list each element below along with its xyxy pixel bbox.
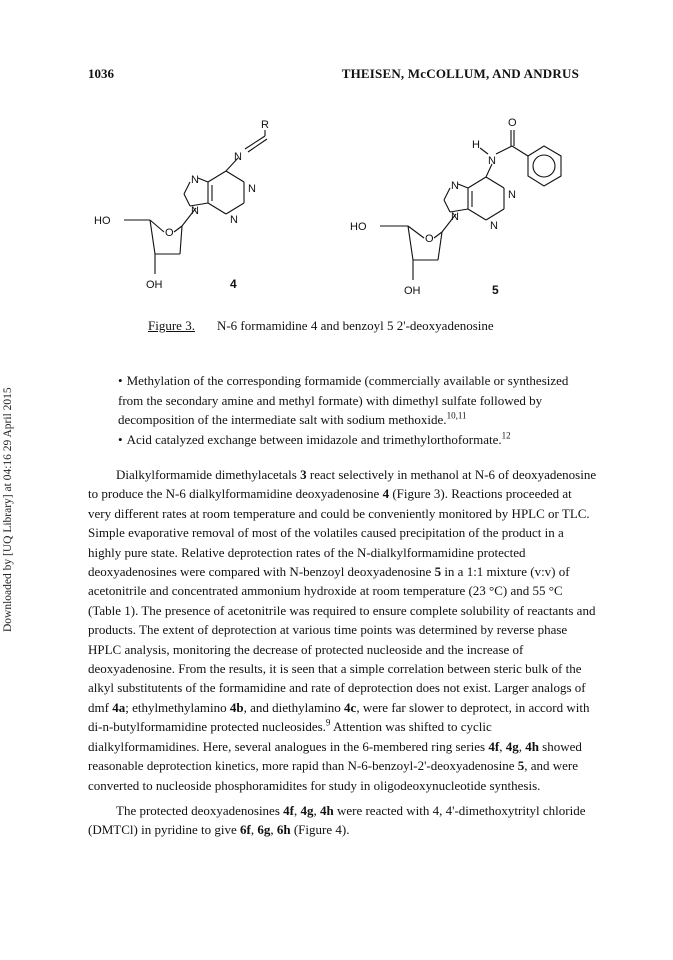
atom-o-carbonyl: O [508,117,517,129]
atom-n6: N [488,155,496,167]
compound-ref: 4h [319,802,334,818]
figure-3-structures [80,108,590,308]
compound-ref: 4a [112,699,126,715]
paragraph-2 [88,801,598,840]
bullet-symbol: • [118,431,123,447]
text-run: Dialkylformamide dimethylacetals [116,467,301,482]
compound-ref: 4h [525,738,539,754]
bullet-item [118,430,596,450]
bullet-item [118,371,596,430]
bullet-text: Methylation of the corresponding formamide (commercially available or synthesized from the secondary amine and methyl formate) with dimethyl sulfate followed by decomposition of the intermediate salt with sodium methoxide. [118,373,569,428]
atom-n1: N [248,183,256,195]
atom-n9: N [451,211,459,223]
atom-n7: N [451,180,459,192]
text-run: , [270,822,277,838]
compound-ref: 4f [283,802,294,818]
atom-n1: N [508,189,516,201]
compound-ref: 5 [434,564,442,580]
compound-ref: 4c [344,699,357,715]
text-run: , [250,822,258,838]
atom-n6: N [234,151,242,163]
text-run: , were far slower to deprotect, in accord with di-n-butylformamidine protected nucleosides. [88,699,590,735]
atom-oh: OH [404,285,421,297]
reference-superscript: 12 [501,430,511,441]
atom-r: R [261,119,269,131]
bullet-text: Acid catalyzed exchange between imidazole and trimethylorthoformate. [126,431,502,447]
text-run: (Figure 4). [290,822,350,838]
bullet-list [118,371,596,449]
compound-number-4: 4 [230,277,237,291]
text-run: , [518,738,526,754]
text-run: Attention was shifted to cyclic dialkylformamidines. Here, several analogues in the 6-membered ring series [88,719,492,754]
compound-ref: 4 [382,486,390,502]
atom-n7: N [191,174,199,186]
running-head: THEISEN, McCOLLUM, AND ANDRUS [341,66,579,81]
compound-ref: 4g [505,738,519,754]
figure-caption-label: Figure 3. [148,318,195,333]
text-run: , and were converted to nucleoside phosphoramidites for study in oligodeoxynucleotide synthesis. [88,758,579,793]
atom-o-ring: O [425,233,434,245]
text-run: in a 1:1 mixture (v:v) of acetonitrile and concentrated ammonium hydroxide at room temperature (23 °C) and 55 °C (Table 1). The presence of acetonitrile was required to ensure complete solubility of reactants and products. The extent of deprotection at various time points was determined by reverse phase HPLC analysis, monitoring the decrease of protected nucleoside and the increase of deoxyadenosine. From the results, it is seen that a simple correlation between steric bulk of the alkyl substitutents of the formamidine and rate of deprotection does not exist. Larger analogs of dmf [88,564,596,715]
atom-n9: N [191,205,199,217]
compound-ref: 4b [229,699,244,715]
text-run: , [293,802,301,818]
atom-h: H [472,139,480,151]
text-run: , [313,802,320,818]
atom-n3: N [230,214,238,226]
body-text [88,465,598,846]
compound-number-5: 5 [492,283,499,297]
text-run: (Figure 3). Reactions proceeded at very different rates at room temperature and could be conveniently monitored by HPLC or TLC. Simple evaporative removal of most of the volatiles caused precipitation of the product in a highly pure state. Relative deprotection rates of the N-dialkylformamidine protected deoxyadenosines were compared with N-benzoyl deoxyadenosine [88,486,590,580]
compound-ref: 5 [517,758,525,774]
atom-ho: HO [350,221,367,233]
text-run: , [499,738,506,754]
compound-ref: 6h [276,822,291,838]
figure-caption [148,318,494,334]
compound-ref: 4f [488,738,500,754]
compound-ref: 4g [300,802,314,818]
page-number: 1036 [88,66,114,81]
reference-superscript: 9 [325,717,331,728]
reference-superscript: 10,11 [446,410,467,421]
text-run: showed reasonable deprotection kinetics, more rapid than N-6-benzoyl-2'-deoxyadenosine [88,738,582,774]
compound-ref: 6f [240,822,251,838]
text-run: were reacted with 4, 4'-dimethoxytrityl chloride (DMTCl) in pyridine to give [88,802,586,838]
text-run: The protected deoxyadenosines [116,802,284,818]
figure-caption-text: N-6 formamidine 4 and benzoyl 5 2'-deoxyadenosine [216,318,494,333]
atom-ho: HO [94,215,111,227]
paragraph-1 [88,465,598,795]
text-run: , and diethylamino [243,699,345,715]
download-watermark: Downloaded by [UQ Library] at 04:16 29 April 2015 [2,387,14,633]
compound-ref: 6g [257,822,271,838]
text-run: ; ethylmethylamino [125,699,230,715]
text-run: react selectively in methanol at N-6 of deoxyadenosine to produce the N-6 dialkylformamidine deoxyadenosine [88,467,597,502]
bullet-symbol: • [118,373,123,388]
atom-oh: OH [146,279,163,291]
atom-n3: N [490,220,498,232]
compound-ref: 3 [300,467,307,482]
chemical-structures-svg [80,108,590,308]
atom-o-ring: O [165,227,174,239]
